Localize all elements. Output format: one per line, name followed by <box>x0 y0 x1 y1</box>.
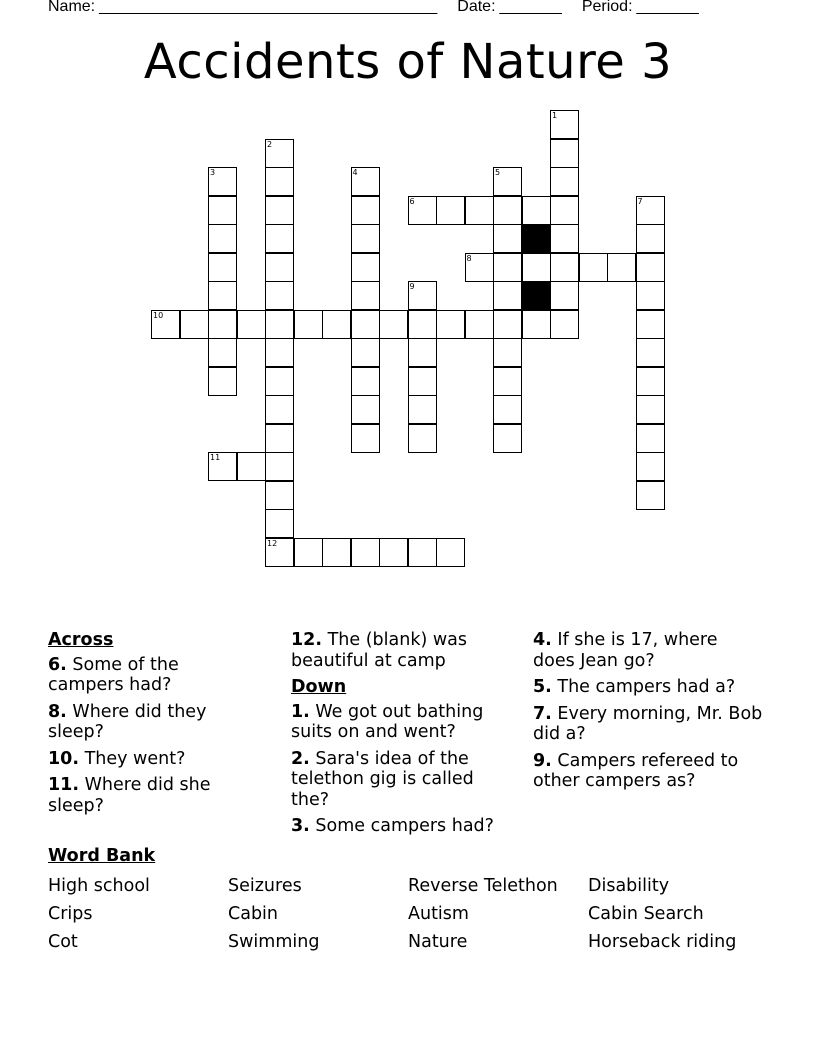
crossword-cell[interactable] <box>522 310 551 339</box>
crossword-cell[interactable] <box>636 338 665 367</box>
crossword-cell[interactable] <box>436 538 465 567</box>
crossword-cell[interactable] <box>465 310 494 339</box>
clue-across-11: 11. Where did she sleep? <box>48 775 211 816</box>
crossword-cell[interactable] <box>237 310 266 339</box>
crossword-cell[interactable] <box>636 452 665 481</box>
crossword-cell[interactable] <box>265 367 294 396</box>
word-bank-item: Cot <box>48 932 78 952</box>
crossword-cell[interactable] <box>351 367 380 396</box>
crossword-cell[interactable] <box>294 310 323 339</box>
crossword-cell[interactable] <box>636 395 665 424</box>
crossword-cell[interactable] <box>493 395 522 424</box>
crossword-cell[interactable] <box>522 253 551 282</box>
clue-number: 7 <box>637 196 643 206</box>
clue-down-2: 2. Sara's idea of the telethon gig is called the? <box>291 748 474 810</box>
page-title: Accidents of Nature 3 <box>143 34 673 90</box>
crossword-cell[interactable] <box>265 139 294 168</box>
clue-number: 3 <box>210 168 216 177</box>
clue-down-4: 4. If she is 17, where does Jean go? <box>533 630 718 671</box>
crossword-cell[interactable] <box>636 253 665 282</box>
crossword-cell[interactable] <box>636 481 665 510</box>
crossword-cell[interactable] <box>265 538 294 567</box>
crossword-cell[interactable] <box>408 538 437 567</box>
clue-across-6: 6. Some of the campers had? <box>48 654 179 695</box>
crossword-cell[interactable] <box>493 424 522 453</box>
word-bank-heading: Word Bank <box>48 846 156 866</box>
crossword-cell[interactable] <box>636 224 665 253</box>
crossword-cell[interactable] <box>351 424 380 453</box>
clue-down-5: 5. The campers had a? <box>533 677 736 697</box>
crossword-cell[interactable] <box>465 196 494 225</box>
clue-number: 8 <box>466 253 472 263</box>
crossword-cell[interactable] <box>636 367 665 396</box>
clue-number: 5 <box>495 168 501 177</box>
crossword-black-cell <box>522 224 551 253</box>
crossword-black-cell <box>522 281 551 310</box>
clues-column-3 <box>533 630 763 798</box>
crossword-cell[interactable] <box>607 253 636 282</box>
word-bank-item: Seizures <box>228 876 302 896</box>
crossword-cell[interactable] <box>294 538 323 567</box>
crossword-cell[interactable] <box>550 139 579 168</box>
crossword-cell[interactable] <box>151 310 180 339</box>
crossword-cell[interactable] <box>436 196 465 225</box>
crossword-cell[interactable] <box>208 224 237 253</box>
crossword-cell[interactable] <box>322 538 351 567</box>
crossword-cell[interactable] <box>351 196 380 225</box>
clue-down-3: 3. Some campers had? <box>291 816 494 836</box>
crossword-cell[interactable] <box>493 338 522 367</box>
crossword-cell[interactable] <box>351 395 380 424</box>
crossword-cell[interactable] <box>351 310 380 339</box>
crossword-cell[interactable] <box>408 395 437 424</box>
crossword-cell[interactable] <box>208 253 237 282</box>
crossword-cell[interactable] <box>493 281 522 310</box>
crossword-cell[interactable] <box>636 196 665 225</box>
clues-column-1 <box>48 630 248 822</box>
crossword-cell[interactable] <box>265 310 294 339</box>
crossword-cell[interactable] <box>493 310 522 339</box>
word-bank-item: Nature <box>408 932 468 952</box>
across-heading: Across <box>48 630 114 650</box>
word-bank-item: Disability <box>588 876 670 896</box>
crossword-cell[interactable] <box>351 167 380 196</box>
clue-across-12: 12. The (blank) was beautiful at camp <box>291 630 467 671</box>
crossword-cell[interactable] <box>408 424 437 453</box>
crossword-cell[interactable] <box>351 281 380 310</box>
clue-down-7: 7. Every morning, Mr. Bob did a? <box>533 703 763 744</box>
crossword-cell[interactable] <box>408 367 437 396</box>
clue-across-10: 10. They went? <box>48 748 186 769</box>
crossword-cell[interactable] <box>265 424 294 453</box>
name-field[interactable]: ______________________________________ <box>99 0 438 15</box>
down-heading: Down <box>291 677 347 697</box>
crossword-cell[interactable] <box>408 310 437 339</box>
crossword-cell[interactable] <box>379 538 408 567</box>
crossword-cell[interactable] <box>208 367 237 396</box>
period-field[interactable]: _______ <box>636 0 699 15</box>
crossword-cell[interactable] <box>408 338 437 367</box>
crossword-cell[interactable] <box>351 224 380 253</box>
clue-number: 11 <box>210 453 221 462</box>
crossword-cell[interactable] <box>208 281 237 310</box>
word-bank-item: Autism <box>408 904 469 924</box>
date-field[interactable]: _______ <box>499 0 562 15</box>
crossword-cell[interactable] <box>265 509 294 538</box>
crossword-cell[interactable] <box>379 310 408 339</box>
crossword-cell[interactable] <box>493 367 522 396</box>
clue-number: 6 <box>409 196 415 206</box>
clues-column-2 <box>291 630 511 843</box>
crossword-cell[interactable] <box>493 253 522 282</box>
crossword-cell[interactable] <box>493 196 522 225</box>
word-bank-item: Horseback riding <box>588 932 737 952</box>
crossword-cell[interactable] <box>265 167 294 196</box>
word-bank-item: Cabin Search <box>588 904 704 924</box>
crossword-cell[interactable] <box>550 196 579 225</box>
word-bank-item: Swimming <box>228 932 320 952</box>
crossword-cell[interactable] <box>208 310 237 339</box>
crossword-cell[interactable] <box>550 110 579 139</box>
clue-number: 9 <box>409 282 415 291</box>
crossword-cell[interactable] <box>351 253 380 282</box>
crossword-cell[interactable] <box>265 196 294 225</box>
crossword-cell[interactable] <box>265 224 294 253</box>
clue-number: 2 <box>267 139 273 149</box>
crossword-cell[interactable] <box>351 338 380 367</box>
word-bank-item: High school <box>48 876 150 896</box>
crossword-cell[interactable] <box>265 281 294 310</box>
crossword-cell[interactable] <box>180 310 209 339</box>
crossword-cell[interactable] <box>493 224 522 253</box>
crossword-cell[interactable] <box>522 196 551 225</box>
crossword-cell[interactable] <box>265 338 294 367</box>
clue-number: 1 <box>552 111 558 120</box>
crossword-cell[interactable] <box>550 224 579 253</box>
crossword-cell[interactable] <box>636 310 665 339</box>
clue-number: 12 <box>267 538 278 548</box>
word-bank-item: Reverse Telethon <box>408 876 558 896</box>
clue-number: 4 <box>352 168 358 177</box>
crossword-cell[interactable] <box>208 452 237 481</box>
word-bank-item: Cabin <box>228 904 279 924</box>
crossword-cell[interactable] <box>208 338 237 367</box>
date-label: Date: <box>457 0 496 15</box>
clue-down-1: 1. We got out bathing suits on and went? <box>291 701 484 742</box>
crossword-cell[interactable] <box>493 167 522 196</box>
period-label: Period: <box>581 0 633 15</box>
crossword-cell[interactable] <box>265 395 294 424</box>
crossword-cell[interactable] <box>636 281 665 310</box>
crossword-cell[interactable] <box>579 253 608 282</box>
crossword-cell[interactable] <box>322 310 351 339</box>
crossword-cell[interactable] <box>265 253 294 282</box>
clue-number: 10 <box>153 310 164 320</box>
crossword-cell[interactable] <box>408 196 437 225</box>
clue-across-8: 8. Where did they sleep? <box>48 701 207 742</box>
crossword-cell[interactable] <box>237 452 266 481</box>
crossword-cell[interactable] <box>265 481 294 510</box>
crossword-cell[interactable] <box>550 281 579 310</box>
crossword-cell[interactable] <box>550 167 579 196</box>
crossword-cell[interactable] <box>550 253 579 282</box>
word-bank-item: Crips <box>48 904 93 924</box>
clue-down-9: 9. Campers refereed to other campers as? <box>533 750 739 791</box>
crossword-cell[interactable] <box>351 538 380 567</box>
crossword-cell[interactable] <box>465 253 494 282</box>
crossword-cell[interactable] <box>408 281 437 310</box>
crossword-cell[interactable] <box>208 167 237 196</box>
name-label: Name: <box>48 0 96 15</box>
crossword-cell[interactable] <box>436 310 465 339</box>
crossword-cell[interactable] <box>550 310 579 339</box>
crossword-cell[interactable] <box>265 452 294 481</box>
crossword-cell[interactable] <box>636 424 665 453</box>
crossword-cell[interactable] <box>208 196 237 225</box>
